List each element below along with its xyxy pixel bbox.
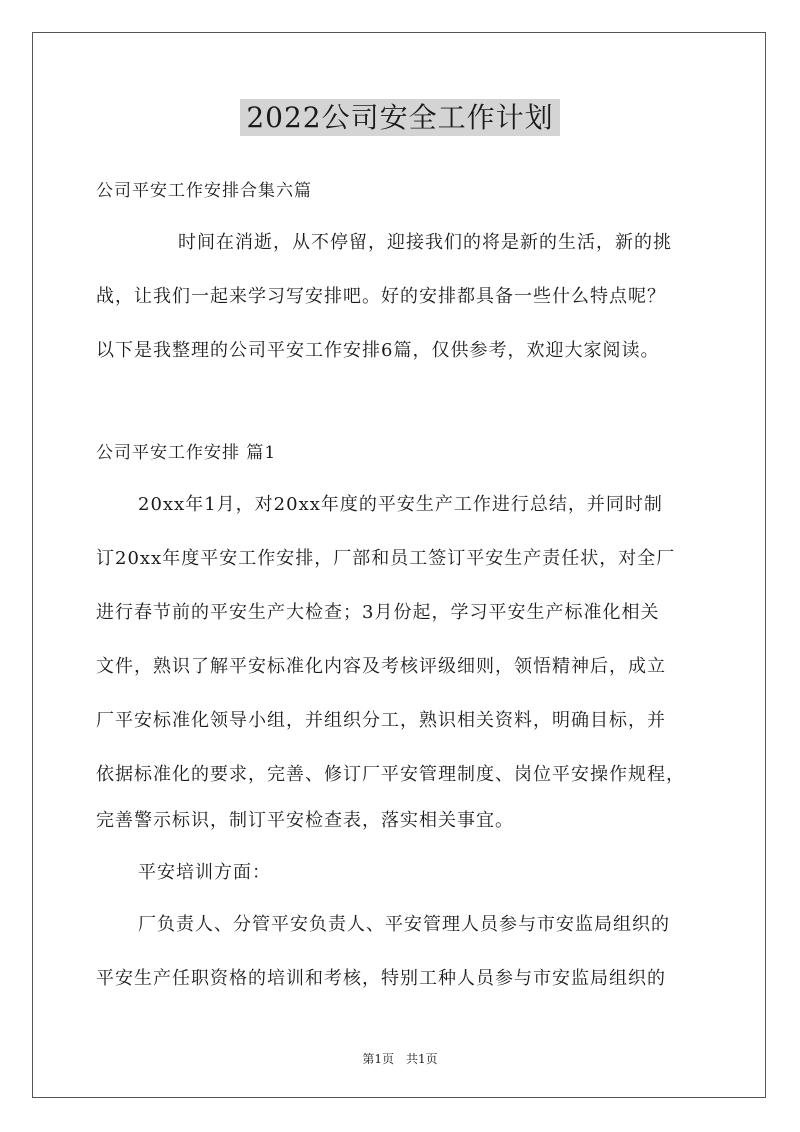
paragraph-line: 完善警示标识，制订平安检查表，落实相关事宜。 xyxy=(96,810,514,831)
paragraph-line: 20xx年1月，对20xx年度的平安生产工作进行总结，并同时制 xyxy=(138,494,663,515)
intro-line: 战，让我们一起来学习写安排吧。好的安排都具备一些什么特点呢？ xyxy=(96,286,666,307)
paragraph-line: 厂负责人、分管平安负责人、平安管理人员参与市安监局组织的 xyxy=(138,914,670,935)
paragraph-line: 厂平安标准化领导小组，并组织分工，熟识相关资料，明确目标，并 xyxy=(96,710,666,731)
document-title xyxy=(0,96,800,136)
page-footer: 第1页 共1页 xyxy=(362,1052,438,1066)
paragraph-line: 文件，熟识了解平安标准化内容及考核评级细则，领悟精神后，成立 xyxy=(96,656,666,677)
paragraph-line: 平安生产任职资格的培训和考核，特别工种人员参与市安监局组织的 xyxy=(96,968,666,989)
intro-line: 以下是我整理的公司平安工作安排6篇，仅供参考，欢迎大家阅读。 xyxy=(96,340,660,361)
section-heading: 公司平安工作安排 篇1 xyxy=(96,443,277,463)
document-title-text: 2022公司安全工作计划 xyxy=(240,99,559,136)
training-heading: 平安培训方面： xyxy=(138,862,271,883)
intro-line: 时间在消逝，从不停留，迎接我们的将是新的生活，新的挑 xyxy=(178,232,672,253)
paragraph-line: 订20xx年度平安工作安排，厂部和员工签订平安生产责任状，对全厂 xyxy=(96,548,676,569)
document-subtitle: 公司平安工作安排合集六篇 xyxy=(96,181,312,201)
paragraph-line: 进行春节前的平安生产大检查；3月份起，学习平安生产标准化相关 xyxy=(96,602,660,623)
paragraph-line: 依据标准化的要求，完善、修订厂平安管理制度、岗位平安操作规程， xyxy=(96,764,685,785)
